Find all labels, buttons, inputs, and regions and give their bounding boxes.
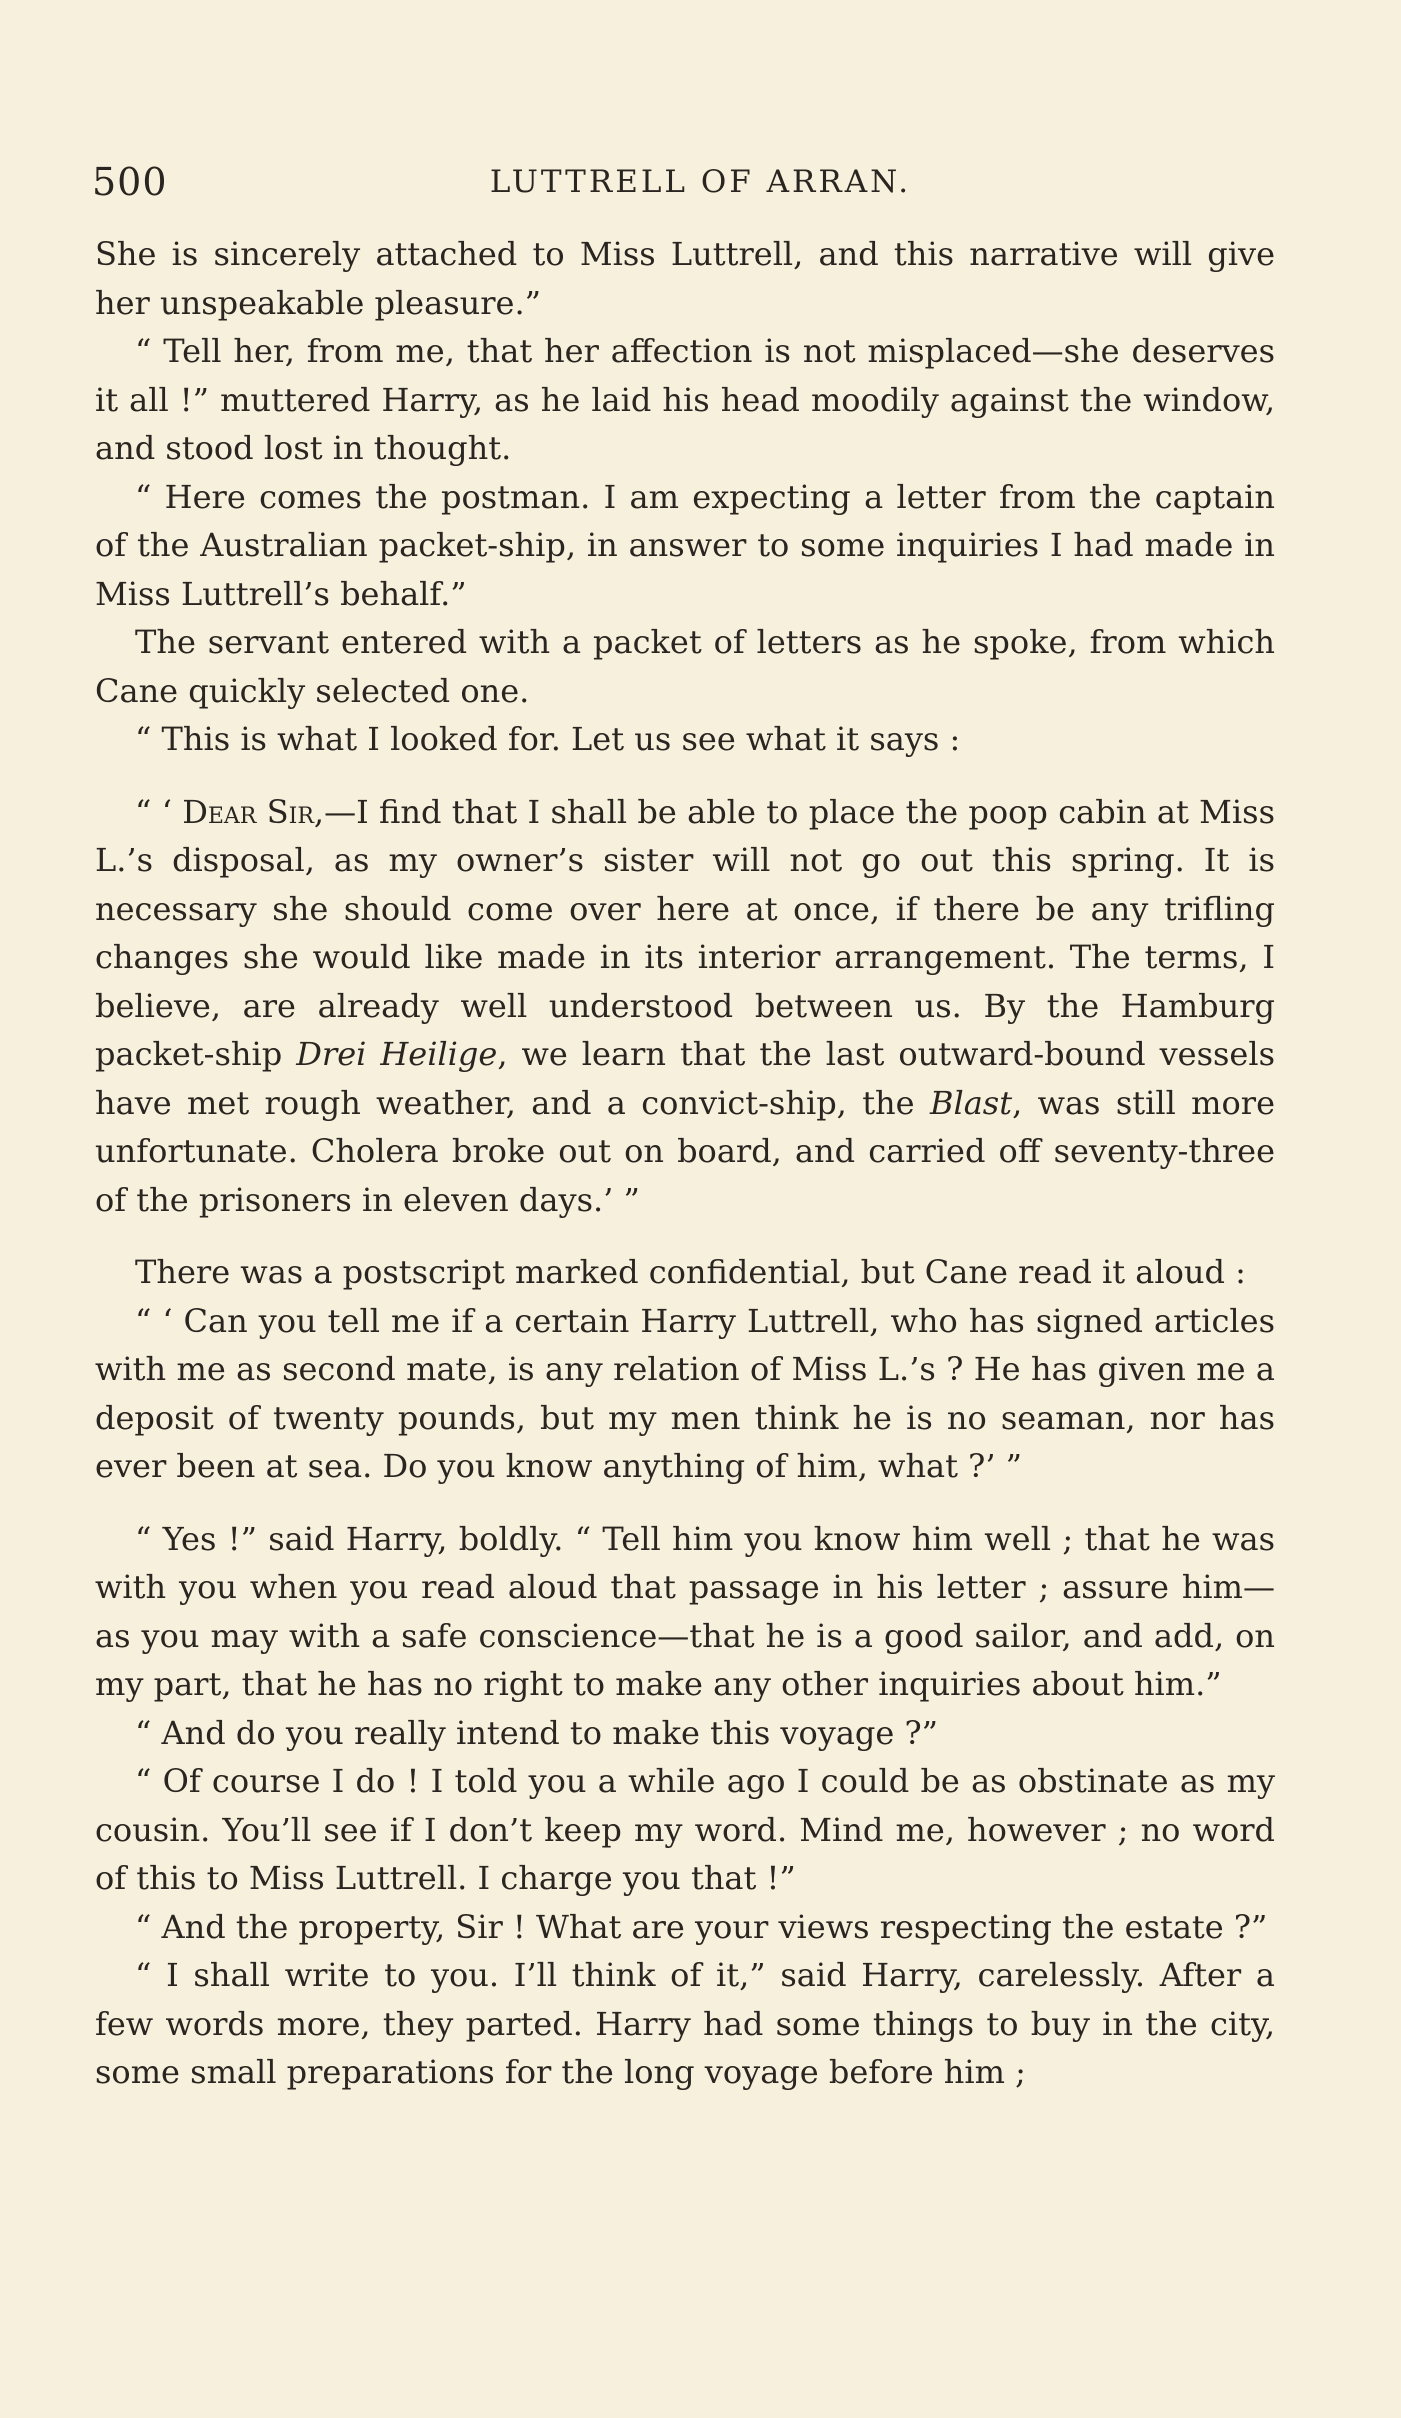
paragraph-11: “ Of course I do ! I told you a while ago I could be as obstinate as my cousin. You’ll see if I don’t keep my word. Mind me, however ; no word of this to Miss Luttrell. I charge you that !” [95,1762,1275,1897]
quoted-letter [95,788,1275,1225]
letter-salutation: Dear Sir [182,792,314,831]
page-number: 500 [92,160,168,204]
quoted-postscript: “ ‘ Can you tell me if a certain Harry Luttrell, who has signed articles with me as second mate, is any relation of Miss L.’s ? He has given me a deposit of twenty pounds, but my men think he is no seaman, nor has ever been at sea. Do you know anything of him, what ?’ ” [95,1301,1275,1485]
body-text [95,230,1275,2097]
paragraph-5: “ This is what I looked for. Let us see what it says : [135,720,961,758]
page-header [92,160,1309,220]
paragraph-12: “ And the property, Sir ! What are your views respecting the estate ?” [135,1907,1268,1946]
paragraph-7: There was a postscript marked confidential, but Cane read it aloud : [135,1253,1246,1291]
paragraph-10: “ And do you really intend to make this voyage ?” [135,1713,939,1752]
running-title: LUTTRELL OF ARRAN. [489,164,912,200]
paragraph-13: “ I shall write to you. I’ll think of it,” said Harry, carelessly. After a few words more, they parted. Harry had some things to buy in the city, some small preparations for the long voyage before him ; [95,1956,1275,2091]
paragraph-4: The servant entered with a packet of letters as he spoke, from which Cane quickly selected one. [95,623,1275,710]
ship-name-blast: Blast [929,1083,1013,1122]
letter-text-b: , we learn that the last outward-bound vessels have met rough weather, and a convict-ship, the [95,1035,1276,1122]
paragraph-9: “ Yes !” said Harry, boldly. “ Tell him you know him well ; that he was with you when you read aloud that passage in his letter ; assure him—as you may with a safe conscience—that he is a good sailor, and add, on my part, that he has no right to make any other inquiries about him.” [95,1519,1275,1703]
letter-text-a: ,—I find that I shall be able to place the poop cabin at Miss L.’s disposal, as my owner’s sister will not go out this spring. It is necessary she should come over here at once, if there be any trifling changes she would like made in its interior arrangement. The terms, I believe, are already well understood between us. By the Hamburg packet-ship [95,792,1276,1073]
paragraph-3: “ Here comes the postman. I am expecting a letter from the captain of the Australian packet-ship, in answer to some inquiries I had made in Miss Luttrell’s behalf.” [95,477,1275,613]
letter-opening-quote: “ ‘ [135,792,183,831]
ship-name-drei-heilige: Drei Heilige [296,1035,498,1073]
paragraph-1: She is sincerely attached to Miss Luttrell, and this narrative will give her unspeakable pleasure.” [95,235,1275,322]
letter-text-c: , was still more unfortunate. Cholera broke out on board, and carried off seventy-three of the prisoners in eleven days.’ ” [95,1083,1276,1219]
paragraph-2: “ Tell her, from me, that her affection is not misplaced—she deserves it all !” muttered Harry, as he laid his head moodily against the window, and stood lost in thought. [95,332,1275,467]
